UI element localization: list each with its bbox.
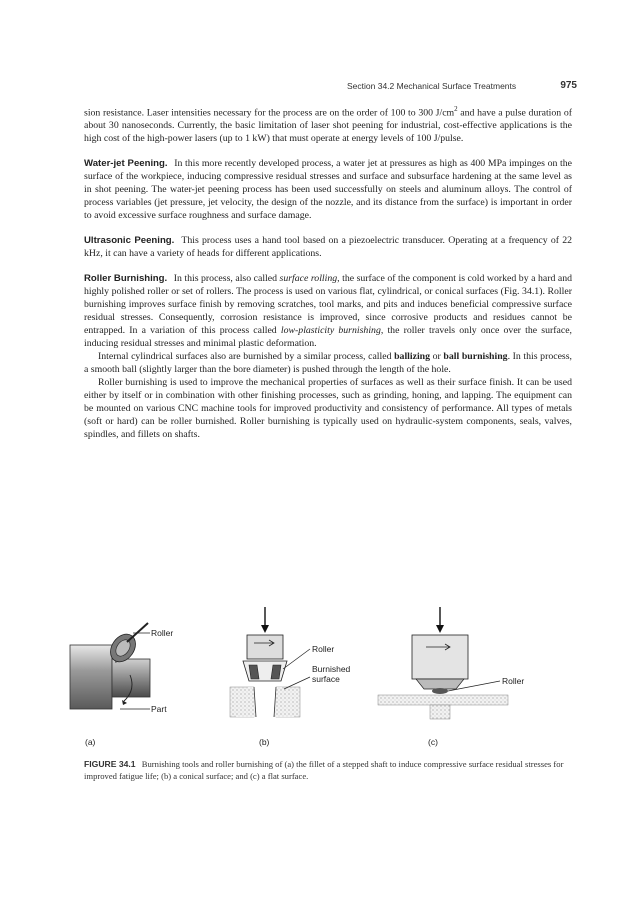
diagram-b [230, 607, 351, 747]
svg-text:(c): (c) [428, 737, 438, 747]
svg-text:(a): (a) [85, 737, 96, 747]
burnishing-diagram [60, 605, 530, 750]
svg-text:Roller: Roller [151, 628, 174, 638]
page-number: 975 [560, 80, 577, 91]
figure-caption [84, 759, 572, 782]
svg-text:(b): (b) [259, 737, 270, 747]
body-text [84, 103, 572, 441]
run-in-heading: Ultrasonic Peening. [84, 235, 175, 247]
paragraph-roller-1: Roller Burnishing. In this process, also called surface rolling, the surface of the component is cold worked by a hard and highly polished roller or set of rollers. The process is used on various flat, cylindrical, or conical surfaces (Fig. 34.1). Roller burnishing improves surface finish by removing scratches, tool marks, and pits and induces beneficial compressive surface residual stresses. Consequently, corrosion resistance is improved, since corrosive products and residues cannot be entrapped. In a variation of this process called low-plasticity burnishing, the roller travels only once over the surface, inducing residual stresses and minimal plastic deformation. [84, 273, 572, 350]
svg-text:Roller: Roller [502, 676, 525, 686]
svg-text:Part: Part [151, 704, 167, 714]
figure-34-1 [60, 605, 530, 750]
diagram-c [378, 607, 524, 747]
paragraph-waterjet: Water-jet Peening. In this more recently developed process, a water jet at pressures as high as 400 MPa impinges on the surface of the workpiece, inducing compressive residual stresses and surface and subsurface hardening at the same level as in shot peening. The water-jet peening process has been used successfully on steels and aluminum alloys. The control of process variables (jet pressure, jet velocity, the design of the nozzle, and its distance from the surface) is important in order to avoid excessive surface roughness and surface damage. [84, 158, 572, 222]
paragraph-roller-2: Internal cylindrical surfaces also are burnished by a similar process, called ballizing or ball burnishing. In this process, a smooth ball (slightly larger than the bore diameter) is pushed through the length of the hole. [84, 351, 572, 376]
caption-text: Burnishing tools and roller burnishing of (a) the fillet of a stepped shaft to induce compressive surface residual stresses for improved fatigue life; (b) a conical surface; and (c) a flat surface. [84, 759, 564, 781]
svg-text:Roller: Roller [312, 644, 335, 654]
run-in-heading: Water-jet Peening. [84, 158, 168, 170]
svg-text:Burnished: Burnished [312, 664, 351, 674]
section-title: Section 34.2 Mechanical Surface Treatments [347, 81, 517, 91]
run-in-heading: Roller Burnishing. [84, 273, 168, 285]
caption-label: FIGURE 34.1 [84, 759, 136, 769]
svg-text:surface: surface [312, 674, 340, 684]
running-header [347, 81, 577, 95]
paragraph-laser-cont: sion resistance. Laser intensities necessary for the process are on the order of 100 to 300 $J/cm^2$ and have a pulse duration of about 30 nanoseconds. Currently, the basic limitation of laser shot peening for industrial, cost-effective applications is the high cost of the high-power lasers (up to 1 kW) that must operate at energy levels of 100 J/pulse. [84, 105, 573, 145]
diagram-a [70, 623, 173, 747]
paragraph-ultrasonic: Ultrasonic Peening. This process uses a hand tool based on a piezoelectric transducer. Operating at a frequency of 22 kHz, it can have a variety of heads for different applications. [84, 235, 572, 260]
paragraph-roller-3: Roller burnishing is used to improve the mechanical properties of surfaces as well as their surface finish. It can be used either by itself or in combination with other finishing processes, such as grinding, honing, and lapping. The equipment can be mounted on various CNC machine tools for improved productivity and consistency of performance. All types of metals (soft or hard) can be roller burnished. Roller burnishing is typically used on hydraulic-system components, seals, valves, spindles, and fillets on shafts. [84, 377, 572, 441]
